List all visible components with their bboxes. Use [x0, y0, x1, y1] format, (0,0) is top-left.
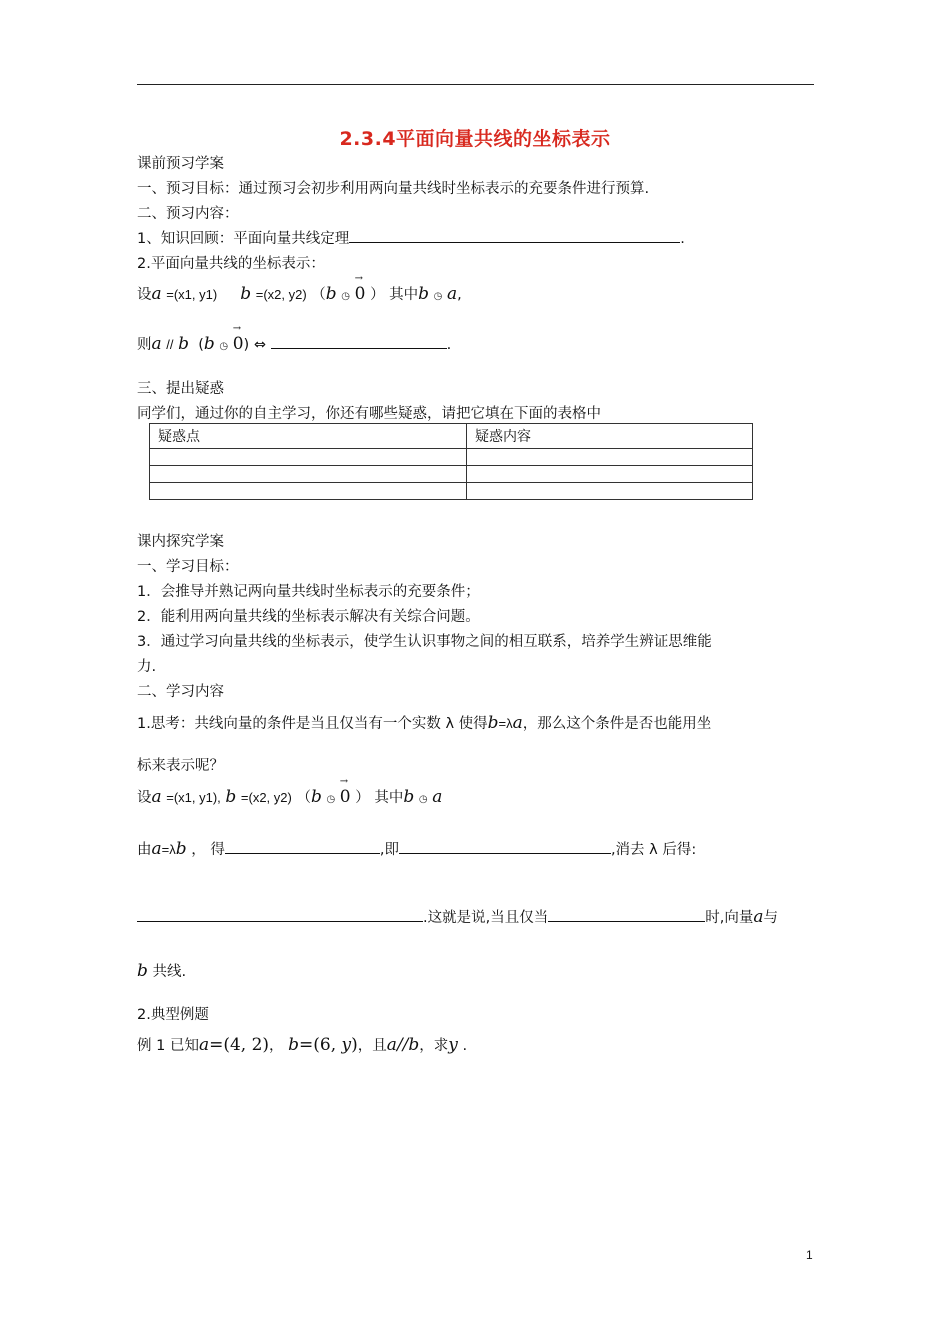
vector-b: b — [408, 1035, 420, 1055]
zero-digit: 0 — [232, 334, 244, 354]
vector-a: a — [386, 1035, 397, 1055]
inclass-goal-2: 2．能利用两向量共线的坐标表示解决有关综合问题。 — [137, 609, 480, 625]
pre-heading: 课前预习学案 — [137, 156, 224, 172]
vector-b: b — [325, 284, 337, 304]
vector-b: b — [137, 961, 148, 981]
vector-b: b — [225, 787, 237, 807]
inclass-content-heading: 二、学习内容 — [137, 684, 224, 700]
think-prefix: 1.思考：共线向量的条件是当且仅当有一个实数 λ 使得 — [137, 716, 488, 732]
fill-blank-parallel[interactable] — [271, 334, 447, 349]
vector-a: a — [151, 839, 162, 859]
pre-content-heading: 二、预习内容： — [137, 206, 239, 222]
neq-icon: ◷ — [418, 794, 428, 805]
neq-icon: ◷ — [341, 291, 351, 302]
a-coords: =(x1, y1), — [166, 790, 221, 805]
zero-digit: 0 — [354, 284, 366, 304]
b-coords: =(x2, y2) — [240, 790, 292, 805]
inclass-goal-heading: 一、学习目标： — [137, 559, 239, 575]
rparen: ) — [243, 337, 250, 353]
b-value: =(6, — [299, 1035, 342, 1055]
comma: , — [457, 287, 462, 303]
inclass-heading: 课内探究学案 — [137, 534, 224, 550]
from-word: 由 — [137, 842, 152, 858]
formula-set-vectors-2 — [137, 776, 443, 807]
iff-icon: ⇔ — [253, 337, 266, 353]
vector-b: b — [288, 1035, 300, 1055]
vector-b: b — [310, 787, 322, 807]
vector-b: b — [403, 787, 415, 807]
vector-b: b — [487, 713, 499, 733]
find-word: ，求 — [419, 1038, 449, 1054]
set-word: 设 — [137, 790, 152, 806]
vector-b: b — [418, 284, 430, 304]
parallel-icon: // — [166, 337, 174, 352]
inclass-goal-3-cont: 力. — [137, 659, 157, 675]
table-cell[interactable] — [467, 466, 753, 483]
b-coords: =(x2, y2) — [255, 287, 307, 302]
period: . — [457, 1038, 468, 1054]
table-cell[interactable] — [467, 483, 753, 500]
vector-a: a — [151, 284, 162, 304]
formula-parallel — [137, 323, 452, 354]
eliminate-word: ,消去 λ 后得: — [610, 842, 697, 858]
derivation-line-3 — [137, 960, 186, 981]
get-word: ， 得 — [191, 842, 225, 858]
vector-a: a — [151, 334, 162, 354]
table-cell[interactable] — [150, 483, 467, 500]
example-1 — [137, 1034, 467, 1055]
vector-b: b — [178, 334, 189, 354]
zero-digit: 0 — [339, 787, 351, 807]
vector-a: a — [432, 787, 443, 807]
among-word: 其中 — [374, 790, 404, 806]
derivation-line-2 — [137, 906, 778, 927]
think-suffix: ，那么这个条件是否也能用坐 — [522, 716, 712, 732]
inclass-goal-3: 3．通过学习向量共线的坐标表示，使学生认识事物之间的相互联系，培养学生辨证思维能 — [137, 634, 712, 650]
table-header-cell: 疑惑点 — [150, 424, 467, 449]
example-label: 例 1 已知 — [137, 1038, 199, 1054]
vector-b: b — [240, 284, 252, 304]
table-header-cell: 疑惑内容 — [467, 424, 753, 449]
lparen: （ — [311, 287, 326, 303]
vector-a: a — [753, 907, 764, 927]
formula-set-vectors — [137, 273, 462, 304]
parallel-icon: // — [396, 1035, 409, 1055]
arrow-icon: → — [339, 776, 349, 787]
rparen: ） — [370, 287, 385, 303]
vector-a: a — [512, 713, 523, 733]
lparen: （ — [296, 790, 311, 806]
neq-icon: ◷ — [326, 794, 336, 805]
lambda-eq: =λ — [161, 842, 176, 857]
among-word: 其中 — [389, 287, 419, 303]
vector-a: a — [198, 1035, 210, 1055]
var-y: y — [448, 1035, 458, 1055]
lparen: ( — [198, 337, 204, 353]
fill-blank-get[interactable] — [225, 839, 380, 854]
when-vector-word: 时,向量 — [705, 910, 754, 926]
lambda-eq: =λ — [498, 716, 513, 731]
this-means-word: .这就是说,当且仅当 — [423, 910, 549, 926]
derivation-line-1 — [137, 838, 696, 859]
rparen: ) — [351, 1035, 358, 1055]
page-title: 2.3.4平面向量共线的坐标表示 — [339, 128, 611, 150]
period: . — [446, 337, 452, 353]
table-row — [150, 466, 753, 483]
neq-icon: ◷ — [433, 291, 443, 302]
zero-vector — [339, 776, 351, 807]
table-cell[interactable] — [150, 449, 467, 466]
think-line-2: 标来表示呢？ — [137, 758, 224, 774]
arrow-icon: → — [232, 323, 242, 334]
doubt-heading: 三、提出疑惑 — [137, 381, 224, 397]
that-is-word: ,即 — [379, 842, 399, 858]
pre-goal: 一、预习目标：通过预习会初步利用两向量共线时坐标表示的充要条件进行预算. — [137, 181, 650, 197]
pre-item-1-text: 1、知识回顾：平面向量共线定理 — [137, 231, 350, 247]
inclass-goal-1: 1．会推导并熟记两向量共线时坐标表示的充要条件； — [137, 584, 480, 600]
period: . — [680, 231, 685, 247]
fill-blank-condition[interactable] — [548, 907, 705, 922]
collinear-word: 共线. — [147, 964, 187, 980]
doubt-table — [149, 423, 753, 500]
table-row — [150, 483, 753, 500]
separator: ， — [269, 1038, 284, 1054]
table-row — [150, 449, 753, 466]
rparen: ） — [355, 790, 370, 806]
fill-blank-theorem[interactable] — [349, 228, 680, 243]
set-word: 设 — [137, 287, 152, 303]
vector-b: b — [175, 839, 187, 859]
and-word: 与 — [763, 910, 778, 926]
arrow-icon: → — [354, 273, 364, 284]
think-line-1 — [137, 712, 711, 733]
table-cell[interactable] — [467, 449, 753, 466]
var-y: y — [341, 1035, 352, 1055]
pre-item-2: 2.平面向量共线的坐标表示： — [137, 256, 325, 272]
zero-vector — [232, 323, 244, 354]
vector-a: a — [151, 787, 162, 807]
and-word: ，且 — [357, 1038, 387, 1054]
pre-item-1 — [137, 227, 685, 248]
then-word: 则 — [137, 337, 152, 353]
a-value: =(4, 2) — [209, 1035, 270, 1055]
neq-icon: ◷ — [219, 341, 229, 352]
example-heading: 2.典型例题 — [137, 1007, 209, 1023]
vector-b: b — [203, 334, 215, 354]
header-rule — [137, 84, 814, 85]
table-cell[interactable] — [150, 466, 467, 483]
doubt-text: 同学们，通过你的自主学习，你还有哪些疑惑，请把它填在下面的表格中 — [137, 406, 601, 422]
fill-blank-result[interactable] — [137, 907, 423, 922]
zero-vector — [354, 273, 366, 304]
vector-a: a — [447, 284, 458, 304]
page-number: 1 — [806, 1248, 813, 1262]
table-header-row — [150, 424, 753, 449]
fill-blank-that-is[interactable] — [399, 839, 611, 854]
a-coords: =(x1, y1) — [166, 287, 218, 302]
